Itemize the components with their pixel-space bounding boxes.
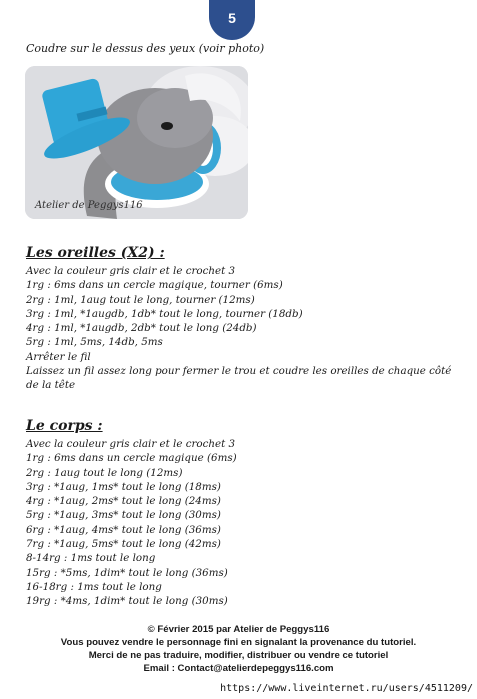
footer-license: Vous pouvez vendre le personnage fini en signalant la provenance du tutoriel.	[60, 637, 417, 648]
ears-line: 5rg : 1ml, 5ms, 14db, 5ms	[26, 336, 163, 349]
body-line: 7rg : *1aug, 5ms* tout le long (42ms)	[26, 538, 221, 551]
ears-line: 3rg : 1ml, *1augdb, 1db* tout le long, tourner (18db)	[26, 307, 303, 320]
page-number-badge: 5	[209, 0, 255, 40]
body-line: 16-18rg : 1ms tout le long	[26, 580, 162, 593]
body-line: 8-14rg : 1ms tout le long	[26, 552, 156, 565]
body-line: 3rg : *1aug, 1ms* tout le long (18ms)	[26, 480, 221, 493]
intro-text: Coudre sur le dessus des yeux (voir photo)	[26, 42, 265, 55]
footer-email[interactable]: Email : Contact@atelierdepeggys116.com	[143, 663, 334, 674]
ears-line: Laissez un fil assez long pour fermer le trou et coudre les oreilles de chaque côté de la tête	[26, 365, 452, 392]
body-line: 6rg : *1aug, 4ms* tout le long (36ms)	[26, 523, 221, 536]
photo-watermark: Atelier de Peggys116	[35, 200, 143, 211]
footer-copyright: © Février 2015 par Atelier de Peggys116	[147, 624, 330, 635]
source-url[interactable]: https://www.liveinternet.ru/users/4511209/	[220, 683, 473, 694]
body-title: Le corps :	[26, 418, 103, 434]
ears-line: Arrêter le fil	[26, 350, 91, 363]
footer	[0, 623, 477, 675]
body-line: 15rg : *5ms, 1dim* tout le long (36ms)	[26, 566, 228, 579]
body-line: 4rg : *1aug, 2ms* tout le long (24ms)	[26, 495, 221, 508]
body-section	[26, 417, 466, 609]
ears-title: Les oreilles (X2) :	[26, 245, 165, 261]
footer-restrictions: Merci de ne pas traduire, modifier, distribuer ou vendre ce tutoriel	[88, 650, 389, 661]
ears-line: 1rg : 6ms dans un cercle magique, tourner (6ms)	[26, 279, 283, 292]
ears-line: Avec la couleur gris clair et le crochet 3	[26, 265, 236, 277]
body-line: 5rg : *1aug, 3ms* tout le long (30ms)	[26, 509, 221, 522]
ears-line: 4rg : 1ml, *1augdb, 2db* tout le long (24db)	[26, 322, 257, 335]
body-line: Avec la couleur gris clair et le crochet 3	[26, 438, 236, 450]
body-line: 1rg : 6ms dans un cercle magique (6ms)	[26, 452, 237, 465]
elephant-photo	[25, 66, 248, 219]
elephant-illustration	[25, 66, 248, 219]
body-line: 19rg : *4ms, 1dim* tout le long (30ms)	[26, 595, 228, 608]
ears-section	[26, 244, 466, 393]
body-line: 2rg : 1aug tout le long (12ms)	[26, 466, 183, 479]
ears-line: 2rg : 1ml, 1aug tout le long, tourner (12ms)	[26, 293, 255, 306]
